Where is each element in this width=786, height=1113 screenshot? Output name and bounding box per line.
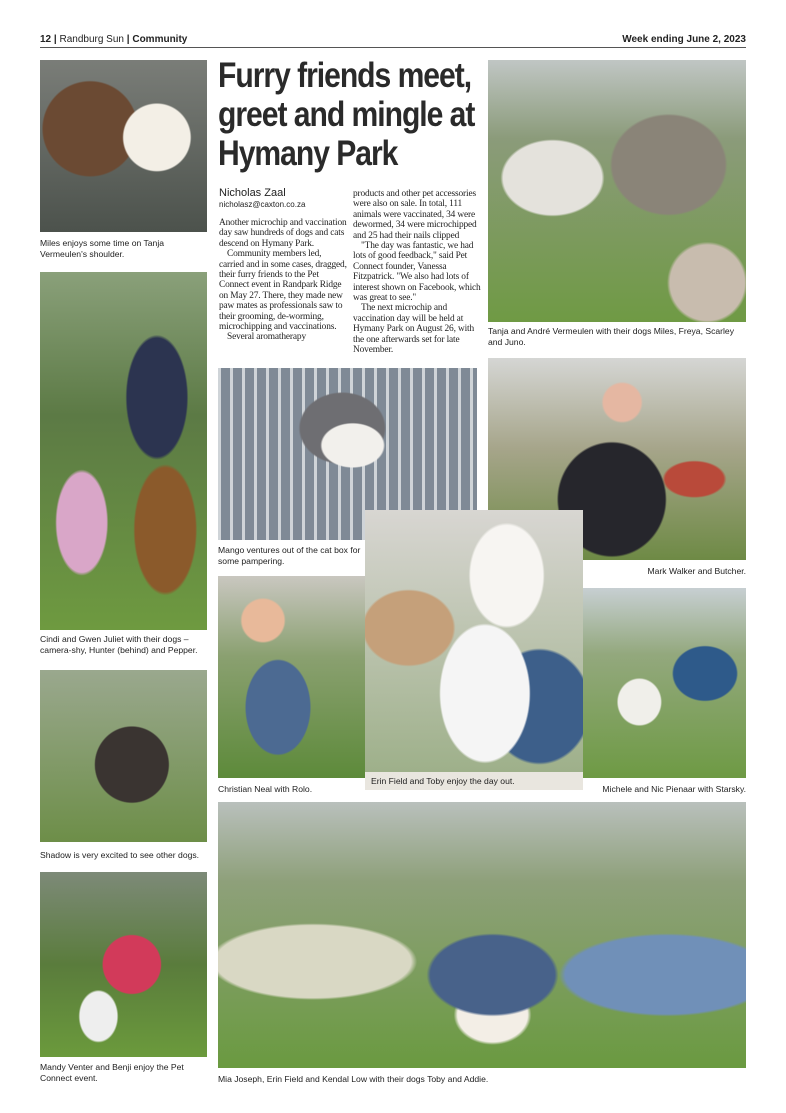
photo-shadow bbox=[40, 670, 207, 842]
photo-group bbox=[218, 802, 746, 1068]
caption-cindi: Cindi and Gwen Juliet with their dogs – camera-shy, Hunter (behind) and Pepper. bbox=[40, 634, 198, 655]
caption-shadow: Shadow is very excited to see other dogs. bbox=[40, 850, 200, 860]
photo-michele bbox=[582, 588, 746, 778]
caption-mango: Mango ventures out of the cat box for some pampering. bbox=[218, 545, 361, 566]
caption-tanja: Tanja and André Vermeulen with their dogs Miles, Freya, Scarley and Juno. bbox=[488, 326, 734, 347]
author-name: Nicholas Zaal bbox=[219, 187, 286, 199]
header-left: 12 | Randburg Sun | Community bbox=[40, 34, 188, 45]
author-email[interactable]: nicholasz@caxton.co.za bbox=[219, 200, 306, 209]
photo-miles bbox=[40, 60, 207, 232]
article-column-1: Another microchip and vaccination day saw hundreds of dogs and cats descend on Hymany Park. Community members led, carried and in some cases, dragged, their furry friends to the Pet Connect event in Randpark Ridge on May 27. There, they made new paw mates as professionals saw to their grooming, de-worming, microchipping and vaccinations. Several aromatherapy bbox=[219, 218, 347, 343]
caption-michele: Michele and Nic Pienaar with Starsky. bbox=[602, 784, 746, 794]
caption-christian: Christian Neal with Rolo. bbox=[218, 784, 313, 794]
article-column-2: products and other pet accessories were also on sale. In total, 111 animals were vaccinated, 34 were dewormed, 34 were microchipped and 25 had their nails clipped "The day was fantastic, we had lots of good feedback," said Pet Connect founder, Vanessa Fitzpatrick. "We also had lots of interest shown on Facebook, which was great to see." The next microchip and vaccination day will be held at Hymany Park on August 26, with the one afterwards set for late November. bbox=[353, 189, 481, 356]
caption-miles: Miles enjoys some time on Tanja Vermeulen's shoulder. bbox=[40, 238, 165, 259]
header-date: Week ending June 2, 2023 bbox=[622, 34, 746, 45]
photo-christian bbox=[218, 576, 368, 778]
page-header bbox=[40, 34, 746, 48]
photo-erin bbox=[365, 510, 583, 772]
photo-tanja bbox=[488, 60, 746, 322]
photo-cindi bbox=[40, 272, 207, 630]
caption-mandy: Mandy Venter and Benji enjoy the Pet Connect event. bbox=[40, 1062, 184, 1083]
article-title: Furry friends meet, greet and mingle at Hymany Park bbox=[218, 56, 475, 173]
caption-mark: Mark Walker and Butcher. bbox=[647, 566, 746, 576]
photo-mandy bbox=[40, 872, 207, 1057]
caption-group: Mia Joseph, Erin Field and Kendal Low with their dogs Toby and Addie. bbox=[218, 1074, 489, 1084]
caption-erin: Erin Field and Toby enjoy the day out. bbox=[365, 772, 583, 790]
